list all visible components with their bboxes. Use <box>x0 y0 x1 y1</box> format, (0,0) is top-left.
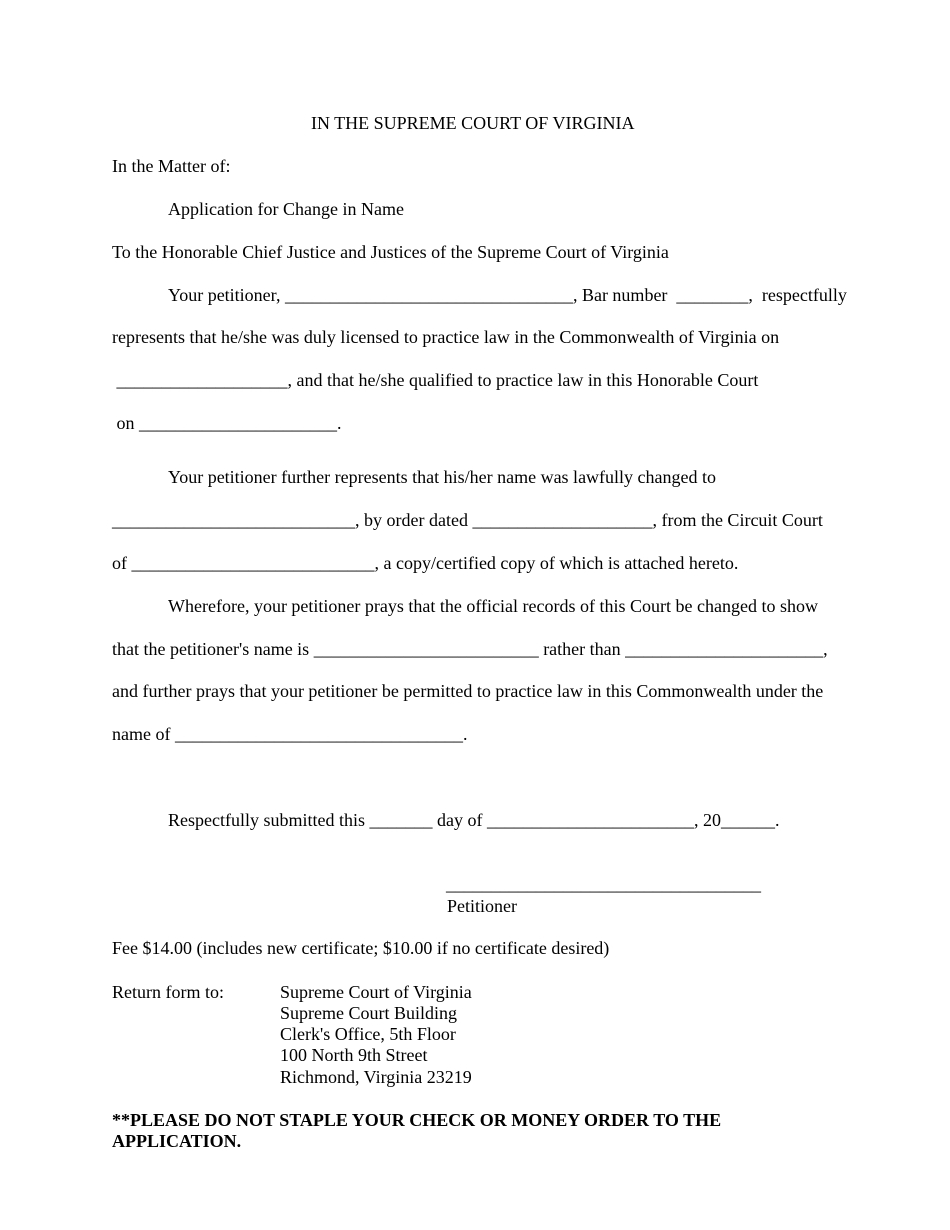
return-address-line: Clerk's Office, 5th Floor <box>280 1024 456 1044</box>
return-label: Return form to: <box>112 982 224 1002</box>
petition-line: Your petitioner, ________________________________, Bar number ________, respectfully <box>168 285 847 305</box>
name-change-line: Your petitioner further represents that his/her name was lawfully changed to <box>168 467 717 487</box>
name-change-line: ___________________________, by order dated ____________________, from the Circuit Court <box>112 510 823 530</box>
petition-line: on ______________________. <box>112 413 342 433</box>
prayer-line: name of ________________________________. <box>112 724 468 744</box>
matter-subject: Application for Change in Name <box>168 199 404 219</box>
addressee-line: To the Honorable Chief Justice and Justices of the Supreme Court of Virginia <box>112 242 669 262</box>
staple-warning: APPLICATION. <box>112 1131 242 1151</box>
staple-warning: **PLEASE DO NOT STAPLE YOUR CHECK OR MONEY ORDER TO THE <box>112 1110 722 1130</box>
return-address-line: Supreme Court Building <box>280 1003 457 1023</box>
matter-label: In the Matter of: <box>112 156 231 176</box>
prayer-line: Wherefore, your petitioner prays that the official records of this Court be changed to show <box>168 596 818 616</box>
return-address-line: 100 North 9th Street <box>280 1045 428 1065</box>
signature-line: ___________________________________ <box>446 874 761 894</box>
prayer-line: that the petitioner's name is _________________________ rather than ______________________, <box>112 639 828 659</box>
signature-label: Petitioner <box>447 896 517 916</box>
return-address-line: Richmond, Virginia 23219 <box>280 1067 472 1087</box>
prayer-line: and further prays that your petitioner be permitted to practice law in this Commonwealth under the <box>112 681 824 701</box>
petition-line: ___________________, and that he/she qualified to practice law in this Honorable Court <box>112 370 759 390</box>
fee-text: Fee $14.00 (includes new certificate; $10.00 if no certificate desired) <box>112 938 610 958</box>
name-change-line: of ___________________________, a copy/certified copy of which is attached hereto. <box>112 553 739 573</box>
return-address-line: Supreme Court of Virginia <box>280 982 472 1002</box>
submitted-line: Respectfully submitted this _______ day of _______________________, 20______. <box>168 810 780 830</box>
petition-line: represents that he/she was duly licensed to practice law in the Commonwealth of Virginia on <box>112 327 780 347</box>
court-title: IN THE SUPREME COURT OF VIRGINIA <box>311 113 635 133</box>
